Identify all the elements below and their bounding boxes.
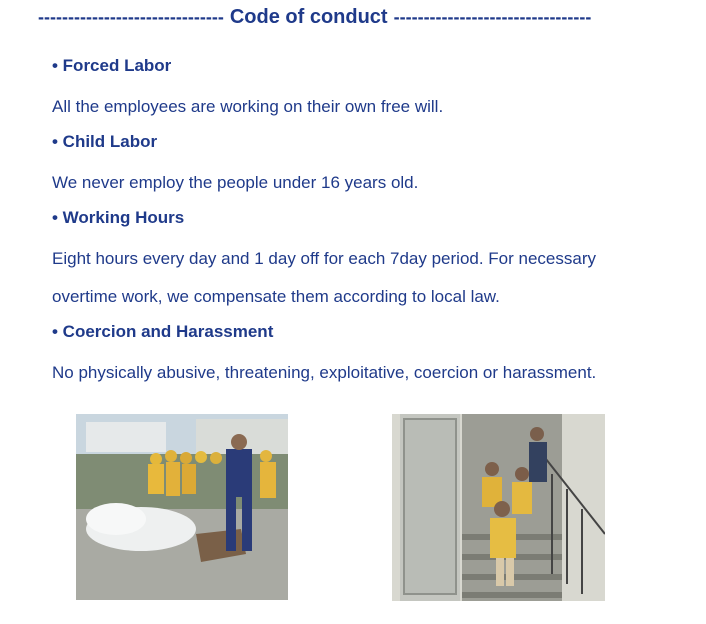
- section-heading-coercion: • Coercion and Harassment: [52, 322, 274, 341]
- fire-drill-photo: [76, 414, 288, 600]
- conduct-sections: [52, 50, 692, 392]
- section-text-working-hours: Eight hours every day and 1 day off for each 7day period. For necessary overtime work, we compensate them according to local law.: [52, 249, 596, 306]
- section-text-coercion: No physically abusive, threatening, exploitative, coercion or harassment.: [52, 363, 597, 382]
- header-dashes-left: -------------------------------: [38, 7, 224, 27]
- page-title: Code of conduct: [229, 6, 388, 28]
- stair-evacuation-photo: [392, 414, 605, 601]
- section-text-forced-labor: All the employees are working on their own free will.: [52, 97, 444, 116]
- header-dashes-right: ---------------------------------: [393, 7, 592, 27]
- section-heading-forced-labor: • Forced Labor: [52, 56, 172, 75]
- section-heading-working-hours: • Working Hours: [52, 208, 185, 227]
- section-text-child-labor: We never employ the people under 16 years old.: [52, 173, 419, 192]
- section-heading-child-labor: • Child Labor: [52, 132, 158, 151]
- page-header: [38, 6, 668, 29]
